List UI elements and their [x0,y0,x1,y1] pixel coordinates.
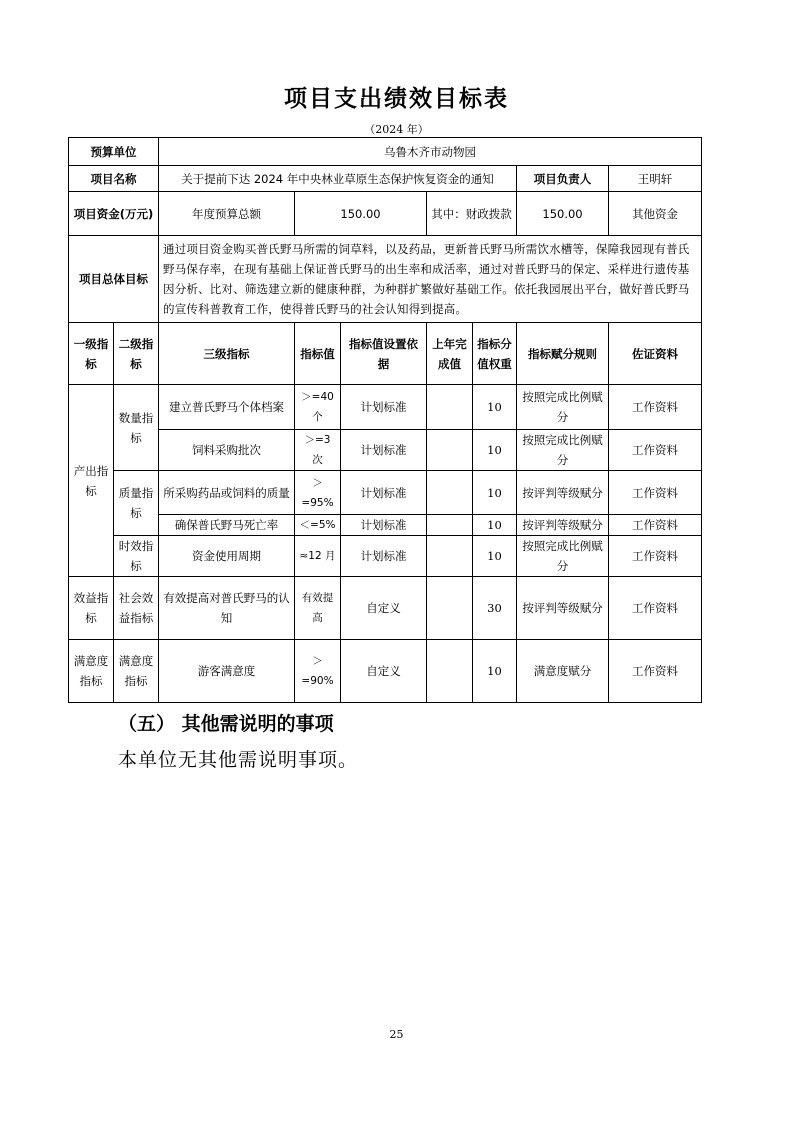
overall-goal-label: 项目总体目标 [69,236,159,323]
project-funds-label: 项目资金(万元) [69,192,159,236]
project-manager-value: 王明轩 [609,166,702,192]
indicator-value: ＜=5% [295,515,341,536]
indicator-value: ≈12 月 [295,536,341,577]
indicator-value: ＞=40 个 [295,385,341,430]
fiscal-allocation-label: 其中：财政拨款 [427,192,517,236]
indicator-basis: 计划标准 [341,430,427,471]
group-social: 社会效益指标 [114,577,159,640]
table-row [69,515,702,536]
indicator-name: 建立普氏野马个体档案 [159,385,295,430]
indicator-rule: 按照完成比例赋分 [517,536,609,577]
overall-goal-text: 通过项目资金购买普氏野马所需的饲草料，以及药品，更新普氏野马所需饮水槽等，保障我园现有普氏野马保存率，在现有基础上保证普氏野马的出生率和成活率，通过对普氏野马的保定、采样进行遗传基因分析、比对、筛选建立新的健康种群，为种群扩繁做好基础工作。依托我园展出平台，做好普氏野马的宣传科普教育工作，使得普氏野马的社会认知得到提高。 [159,236,702,323]
indicator-name: 游客满意度 [159,640,295,703]
indicator-evidence: 工作资料 [609,640,702,703]
header-weight: 指标分值权重 [473,323,517,385]
group-satisfaction-l2: 满意度指标 [114,640,159,703]
group-timeliness: 时效指标 [114,536,159,577]
indicator-last-year [427,577,473,640]
annual-budget-value: 150.00 [295,192,427,236]
indicator-name: 饲料采购批次 [159,430,295,471]
table-row [69,430,702,471]
other-funds-label: 其他资金 [609,192,702,236]
header-evidence: 佐证资料 [609,323,702,385]
budget-unit-row [69,138,702,166]
indicator-header-row [69,323,702,385]
header-level3: 三级指标 [159,323,295,385]
indicator-basis: 自定义 [341,577,427,640]
indicator-evidence: 工作资料 [609,430,702,471]
indicator-name: 有效提高对普氏野马的认知 [159,577,295,640]
indicator-last-year [427,536,473,577]
indicator-rule: 按照完成比例赋分 [517,385,609,430]
group-quantity: 数量指标 [114,385,159,471]
table-row [69,471,702,515]
indicator-weight: 10 [473,536,517,577]
budget-unit-value: 乌鲁木齐市动物园 [159,138,702,166]
indicator-basis: 计划标准 [341,385,427,430]
indicator-evidence: 工作资料 [609,536,702,577]
indicator-rule: 按照完成比例赋分 [517,430,609,471]
header-rule: 指标赋分规则 [517,323,609,385]
indicator-rule: 满意度赋分 [517,640,609,703]
indicator-weight: 10 [473,430,517,471]
indicator-basis: 自定义 [341,640,427,703]
budget-unit-label: 预算单位 [69,138,159,166]
indicator-rule: 按评判等级赋分 [517,515,609,536]
overall-goal-row [69,236,702,323]
project-name-value: 关于提前下达 2024 年中央林业草原生态保护恢复资金的通知 [159,166,517,192]
indicator-evidence: 工作资料 [609,515,702,536]
header-level2: 二级指标 [114,323,159,385]
indicator-rule: 按评判等级赋分 [517,471,609,515]
indicator-last-year [427,430,473,471]
indicator-value: ＞ =90% [295,640,341,703]
indicator-last-year [427,640,473,703]
indicator-basis: 计划标准 [341,471,427,515]
indicator-weight: 10 [473,640,517,703]
section-heading: （五） 其他需说明的事项 [118,713,334,735]
indicator-name: 确保普氏野马死亡率 [159,515,295,536]
indicator-last-year [427,471,473,515]
indicator-evidence: 工作资料 [609,577,702,640]
year-label: （2024 年） [364,123,429,136]
header-value: 指标值 [295,323,341,385]
section-body: 本单位无其他需说明事项。 [118,749,359,771]
header-level1: 一级指标 [69,323,114,385]
indicator-evidence: 工作资料 [609,471,702,515]
page-title: 项目支出绩效目标表 [284,86,509,112]
project-name-row [69,166,702,192]
indicator-name: 所采购药品或饲料的质量 [159,471,295,515]
table-row [69,385,702,430]
indicator-weight: 10 [473,385,517,430]
group-satisfaction-l1: 满意度指标 [69,640,114,703]
group-benefit: 效益指标 [69,577,114,640]
project-manager-label: 项目负责人 [517,166,609,192]
indicator-rule: 按评判等级赋分 [517,577,609,640]
table-row [69,577,702,640]
group-quality: 质量指标 [114,471,159,536]
indicator-value: ＞ =95% [295,471,341,515]
indicator-weight: 30 [473,577,517,640]
indicator-evidence: 工作资料 [609,385,702,430]
table-row [69,640,702,703]
annual-budget-label: 年度预算总额 [159,192,295,236]
table-row [69,536,702,577]
header-last-year: 上年完成值 [427,323,473,385]
indicator-last-year [427,515,473,536]
indicator-weight: 10 [473,515,517,536]
indicator-value: 有效提高 [295,577,341,640]
indicator-weight: 10 [473,471,517,515]
project-funds-row [69,192,702,236]
indicator-value: ＞=3 次 [295,430,341,471]
header-basis: 指标值设置依据 [341,323,427,385]
indicator-basis: 计划标准 [341,515,427,536]
fiscal-allocation-value: 150.00 [517,192,609,236]
performance-target-table [68,137,702,703]
page-number: 25 [389,1028,404,1041]
project-name-label: 项目名称 [69,166,159,192]
indicator-basis: 计划标准 [341,536,427,577]
indicator-name: 资金使用周期 [159,536,295,577]
indicator-last-year [427,385,473,430]
group-output: 产出指标 [69,385,114,577]
